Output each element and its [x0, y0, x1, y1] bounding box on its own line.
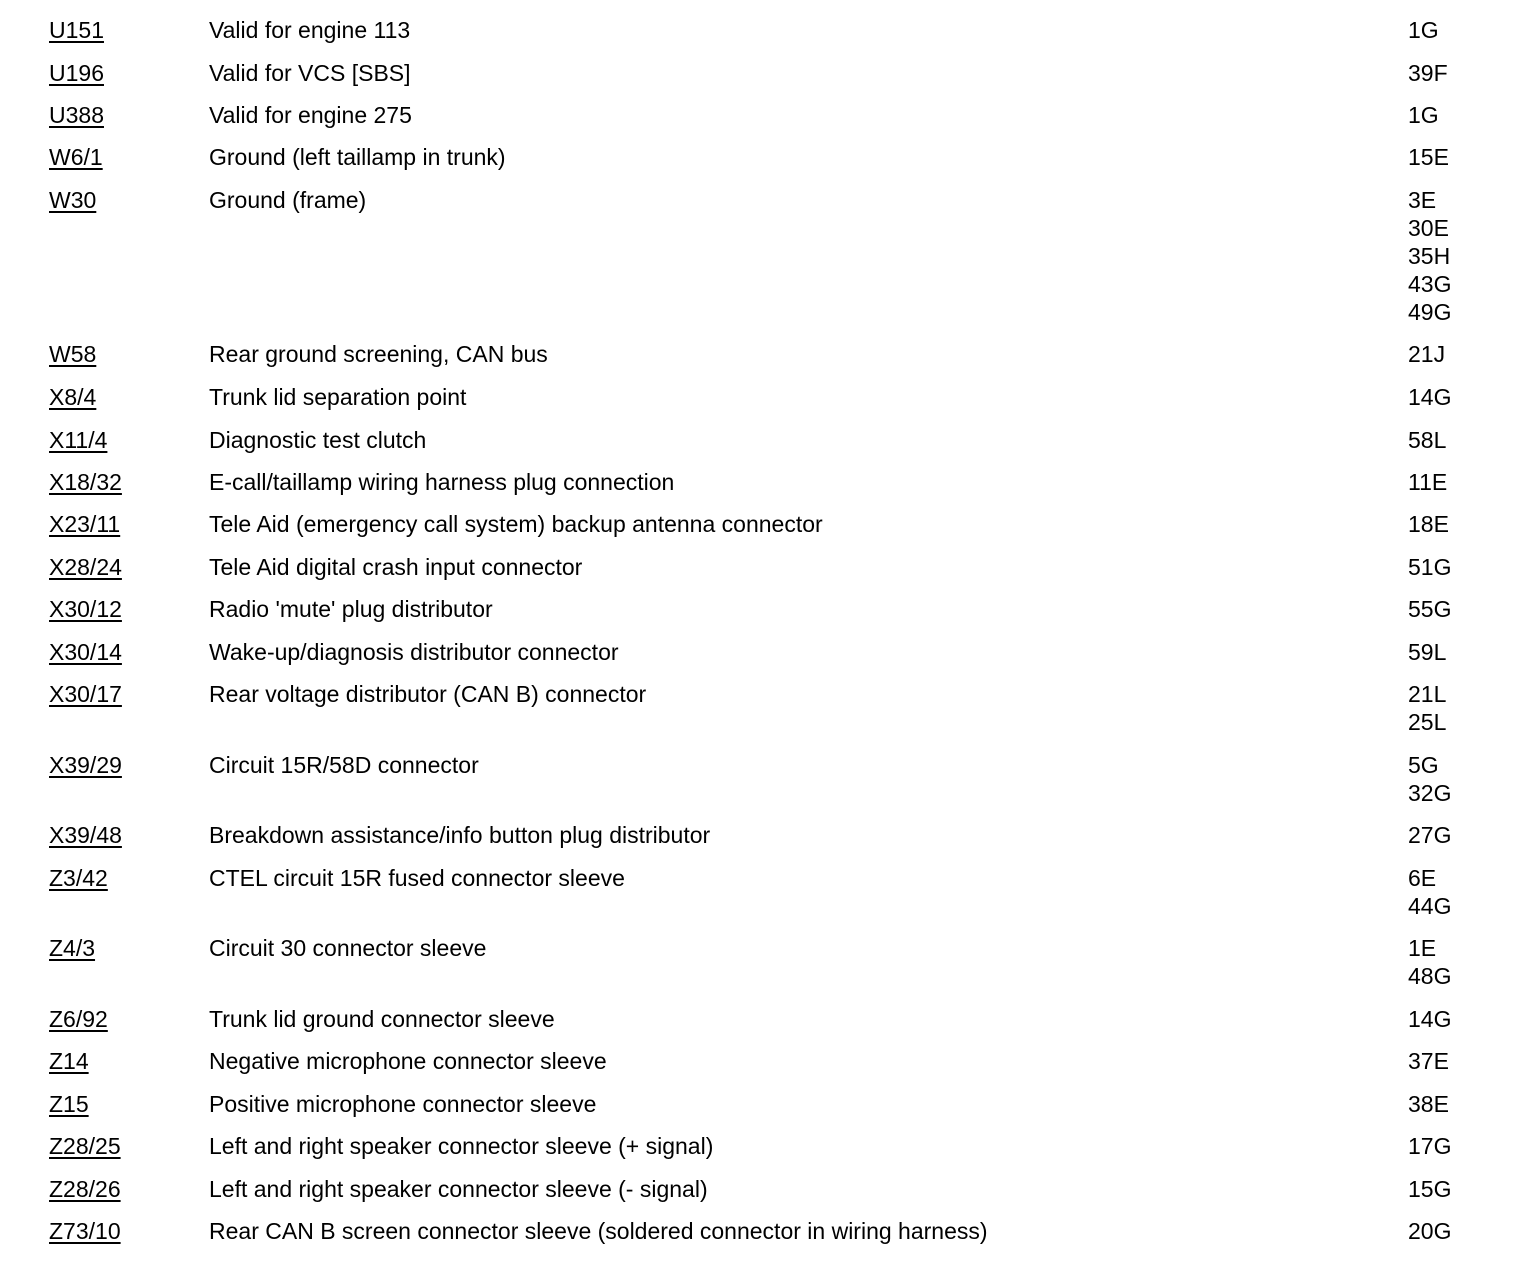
grid-location: 27G [1408, 822, 1452, 848]
component-description: E-call/taillamp wiring harness plug connection [209, 469, 675, 495]
component-code-link[interactable]: X30/12 [49, 596, 122, 622]
component-code-link[interactable]: X11/4 [49, 427, 108, 453]
grid-location: 5G [1408, 752, 1439, 778]
grid-location-list [1408, 864, 1451, 920]
component-code-link[interactable]: Z6/92 [49, 1006, 108, 1032]
component-code-link[interactable]: Z15 [49, 1091, 89, 1117]
grid-location: 58L [1408, 427, 1447, 453]
component-description: Valid for VCS [SBS] [209, 60, 411, 86]
component-code-link[interactable]: X30/14 [49, 639, 122, 665]
grid-location: 30E [1408, 215, 1449, 241]
grid-location: 20G [1408, 1218, 1452, 1244]
grid-location: 35H [1408, 243, 1451, 269]
grid-location: 11E [1408, 469, 1448, 495]
grid-location: 3E [1408, 187, 1437, 213]
component-description: Breakdown assistance/info button plug distributor [209, 822, 711, 848]
component-code-link[interactable]: W30 [49, 187, 97, 213]
component-description: Wake-up/diagnosis distributor connector [209, 639, 619, 665]
grid-location-list [1408, 553, 1451, 581]
component-description: Circuit 15R/58D connector [209, 752, 479, 778]
grid-location-list [1408, 595, 1451, 623]
grid-location-list [1408, 186, 1451, 326]
grid-location-list [1408, 510, 1449, 538]
grid-location: 37E [1408, 1048, 1449, 1074]
grid-location-list [1408, 680, 1446, 736]
component-code-link[interactable]: W6/1 [49, 144, 103, 170]
grid-location-list [1408, 934, 1451, 990]
grid-location: 17G [1408, 1133, 1452, 1159]
component-description: Left and right speaker connector sleeve (+ signal) [209, 1133, 714, 1159]
grid-location: 55G [1408, 596, 1452, 622]
component-code-link[interactable]: U196 [49, 60, 104, 86]
grid-location-list [1408, 1090, 1449, 1118]
grid-location: 6E [1408, 865, 1437, 891]
component-code-link[interactable]: Z73/10 [49, 1218, 121, 1244]
grid-location: 38E [1408, 1091, 1449, 1117]
component-code-link[interactable]: X39/48 [49, 822, 122, 848]
component-code-link[interactable]: U388 [49, 102, 104, 128]
grid-location-list [1408, 638, 1446, 666]
grid-location-list [1408, 426, 1446, 454]
component-description: Tele Aid (emergency call system) backup antenna connector [209, 511, 823, 537]
component-code-link[interactable]: X18/32 [49, 469, 122, 495]
component-description: Rear CAN B screen connector sleeve (soldered connector in wiring harness) [209, 1218, 988, 1244]
component-description: Negative microphone connector sleeve [209, 1048, 607, 1074]
component-code-link[interactable]: U151 [49, 17, 104, 43]
grid-location: 39F [1408, 60, 1448, 86]
grid-location: 32G [1408, 780, 1452, 806]
component-code-link[interactable]: Z28/25 [49, 1133, 121, 1159]
component-code-link[interactable]: W58 [49, 341, 97, 367]
grid-location: 18E [1408, 511, 1449, 537]
grid-location-list [1408, 16, 1439, 44]
component-description: Trunk lid ground connector sleeve [209, 1006, 555, 1032]
component-code-link[interactable]: X30/17 [49, 681, 122, 707]
grid-location: 25L [1408, 709, 1447, 735]
grid-location: 21L [1408, 681, 1447, 707]
grid-location-list [1408, 59, 1448, 87]
component-code-link[interactable]: Z3/42 [49, 865, 108, 891]
grid-location-list [1408, 1005, 1451, 1033]
grid-location: 15G [1408, 1176, 1452, 1202]
grid-location-list [1408, 340, 1445, 368]
grid-location-list [1408, 101, 1439, 129]
component-description: Diagnostic test clutch [209, 427, 427, 453]
component-description: Valid for engine 113 [209, 17, 411, 43]
grid-location: 43G [1408, 271, 1452, 297]
component-code-link[interactable]: Z4/3 [49, 935, 96, 961]
grid-location-list [1408, 1047, 1449, 1075]
component-description: Circuit 30 connector sleeve [209, 935, 487, 961]
component-code-link[interactable]: Z14 [49, 1048, 89, 1074]
component-code-link[interactable]: X39/29 [49, 752, 122, 778]
grid-location-list [1408, 1175, 1451, 1203]
component-code-link[interactable]: X28/24 [49, 554, 122, 580]
grid-location: 15E [1408, 144, 1449, 170]
grid-location: 1G [1408, 17, 1439, 43]
grid-location: 51G [1408, 554, 1452, 580]
component-description: Ground (left taillamp in trunk) [209, 144, 506, 170]
component-description: Ground (frame) [209, 187, 367, 213]
component-code-link[interactable]: X23/11 [49, 511, 121, 537]
grid-location: 49G [1408, 299, 1452, 325]
grid-location: 48G [1408, 963, 1452, 989]
grid-location: 14G [1408, 1006, 1452, 1032]
component-description: Tele Aid digital crash input connector [209, 554, 583, 580]
grid-location-list [1408, 751, 1451, 807]
component-description: Trunk lid separation point [209, 384, 467, 410]
component-description: Positive microphone connector sleeve [209, 1091, 597, 1117]
grid-location: 1E [1408, 935, 1437, 961]
component-description: Left and right speaker connector sleeve (- signal) [209, 1176, 708, 1202]
grid-location-list [1408, 1217, 1451, 1245]
grid-location: 1G [1408, 102, 1439, 128]
grid-location: 59L [1408, 639, 1447, 665]
grid-location-list [1408, 821, 1451, 849]
grid-location-list [1408, 1132, 1451, 1160]
grid-location-list [1408, 143, 1449, 171]
grid-location: 14G [1408, 384, 1452, 410]
grid-location-list [1408, 383, 1451, 411]
grid-location: 21J [1408, 341, 1446, 367]
grid-location: 44G [1408, 893, 1452, 919]
component-code-link[interactable]: X8/4 [49, 384, 97, 410]
component-description: CTEL circuit 15R fused connector sleeve [209, 865, 625, 891]
grid-location-list [1408, 468, 1447, 496]
component-description: Rear voltage distributor (CAN B) connector [209, 681, 647, 707]
component-description: Valid for engine 275 [209, 102, 412, 128]
component-description: Radio 'mute' plug distributor [209, 596, 493, 622]
component-code-link[interactable]: Z28/26 [49, 1176, 121, 1202]
component-description: Rear ground screening, CAN bus [209, 341, 548, 367]
